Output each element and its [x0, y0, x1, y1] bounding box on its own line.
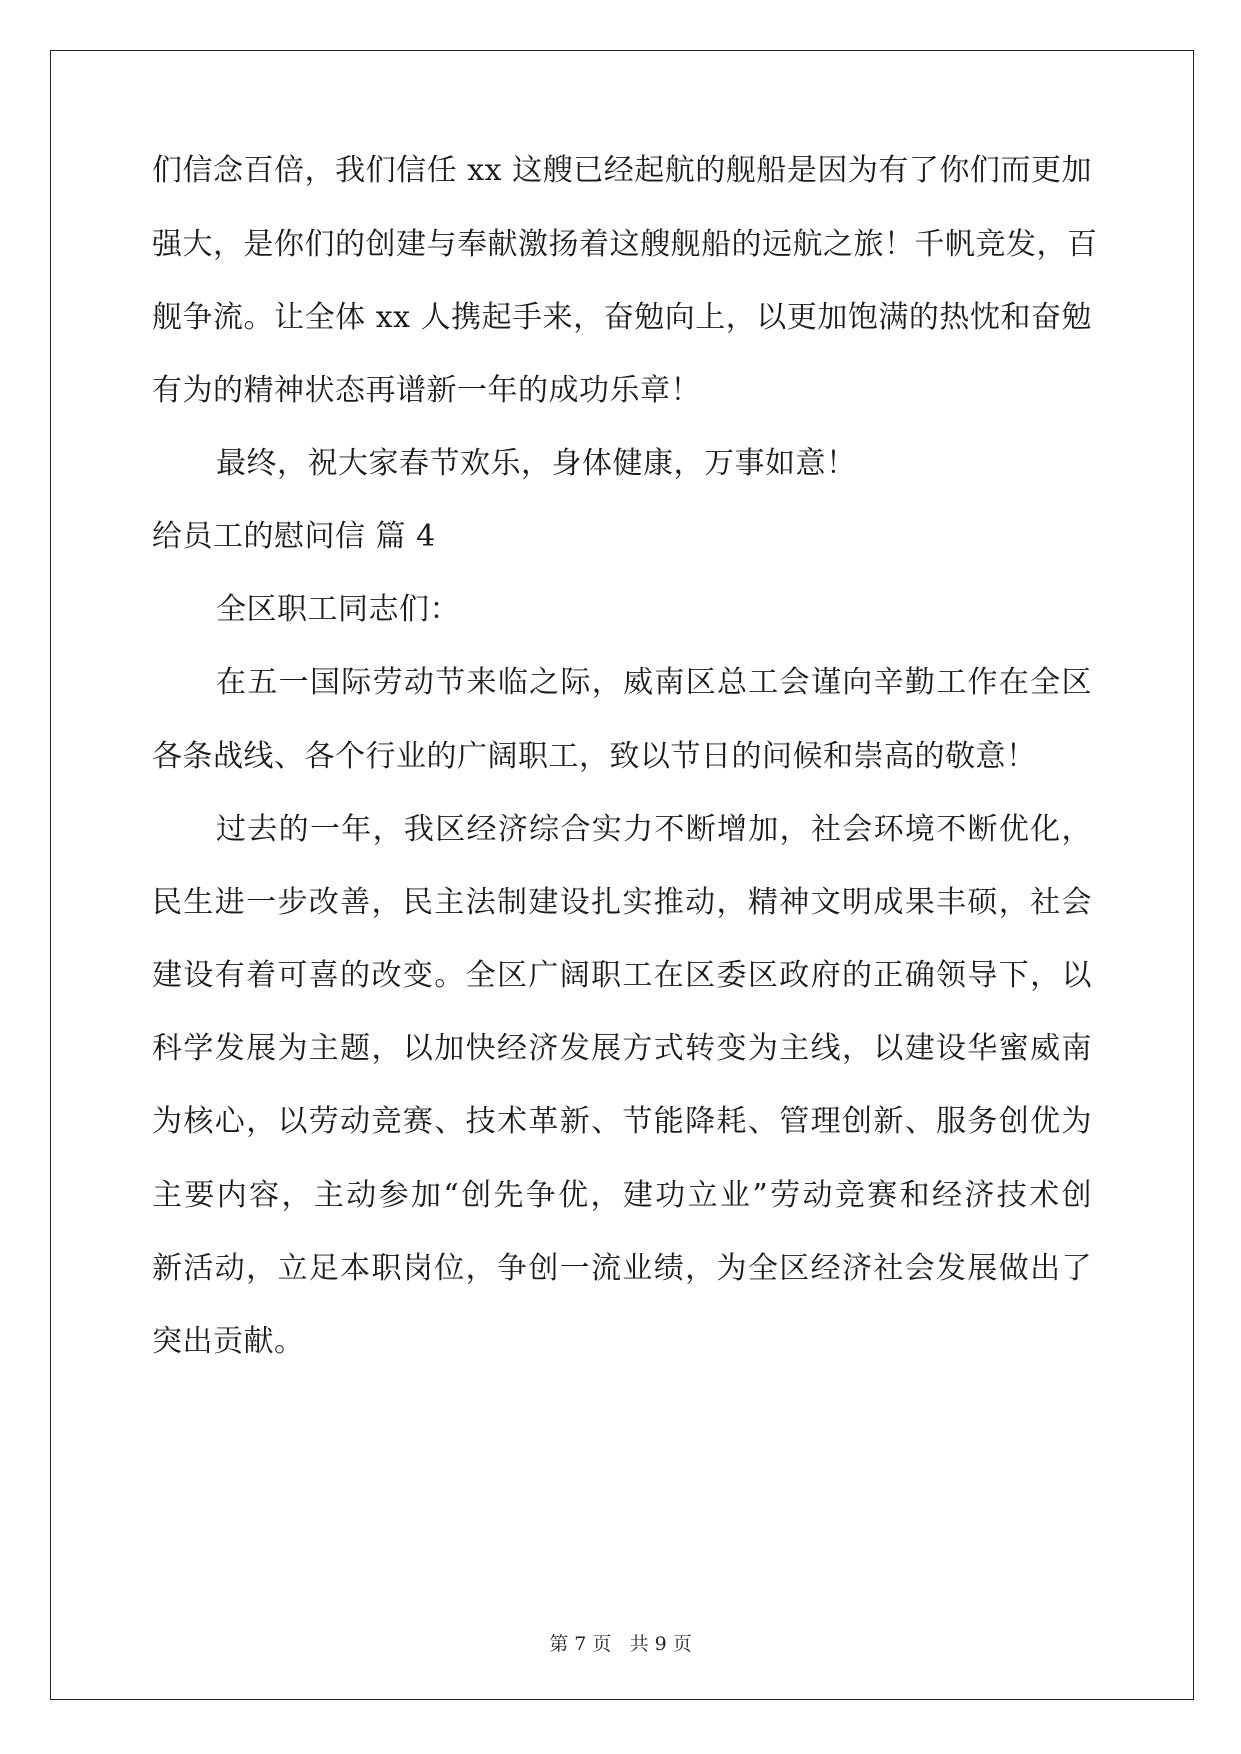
- page-total: 共 9 页: [629, 1633, 692, 1655]
- paragraph-line: 在五一国际劳动节来临之际，威南区总工会谨向辛勤工作在全区: [216, 665, 1092, 700]
- paragraph-line: 科学发展为主题，以加快经济发展方式转变为主线，以建设华蜜威南: [152, 1031, 1092, 1066]
- paragraph-line: 民生进一步改善，民主法制建设扎实推动，精神文明成果丰硕，社会: [152, 885, 1092, 920]
- paragraph-line: 有为的精神状态再谱新一年的成功乐章！: [152, 373, 701, 408]
- paragraph-line: 突出贡献。: [152, 1324, 305, 1359]
- paragraph-line: 为核心，以劳动竞赛、技术革新、节能降耗、管理创新、服务创优为: [152, 1104, 1092, 1139]
- paragraph-line: 舰争流。让全体 xx 人携起手来，奋勉向上，以更加饱满的热忱和奋勉: [152, 300, 1092, 335]
- paragraph-line: 建设有着可喜的改变。全区广阔职工在区委区政府的正确领导下，以: [152, 958, 1092, 993]
- paragraph-line: 强大，是你们的创建与奉献激扬着这艘舰船的远航之旅！千帆竞发，百: [152, 227, 1098, 262]
- salutation: 全区职工同志们：: [216, 592, 460, 627]
- paragraph-line: 各条战线、各个行业的广阔职工，致以节日的问候和崇高的敬意！: [152, 739, 1037, 774]
- page-number: 第 7 页: [549, 1633, 612, 1655]
- paragraph-line: 主要内容，主动参加“创先争优，建功立业”劳动竞赛和经济技术创: [152, 1178, 1092, 1213]
- section-heading: 给员工的慰问信 篇 4: [152, 519, 436, 554]
- page-footer: [0, 1632, 1241, 1656]
- paragraph-line: 最终，祝大家春节欢乐，身体健康，万事如意！: [216, 446, 857, 481]
- paragraph-line: 过去的一年，我区经济综合实力不断增加，社会环境不断优化，: [216, 812, 1092, 847]
- paragraph-line: 们信念百倍，我们信任 xx 这艘已经起航的舰船是因为有了你们而更加: [152, 153, 1092, 188]
- paragraph-line: 新活动，立足本职岗位，争创一流业绩，为全区经济社会发展做出了: [152, 1251, 1092, 1286]
